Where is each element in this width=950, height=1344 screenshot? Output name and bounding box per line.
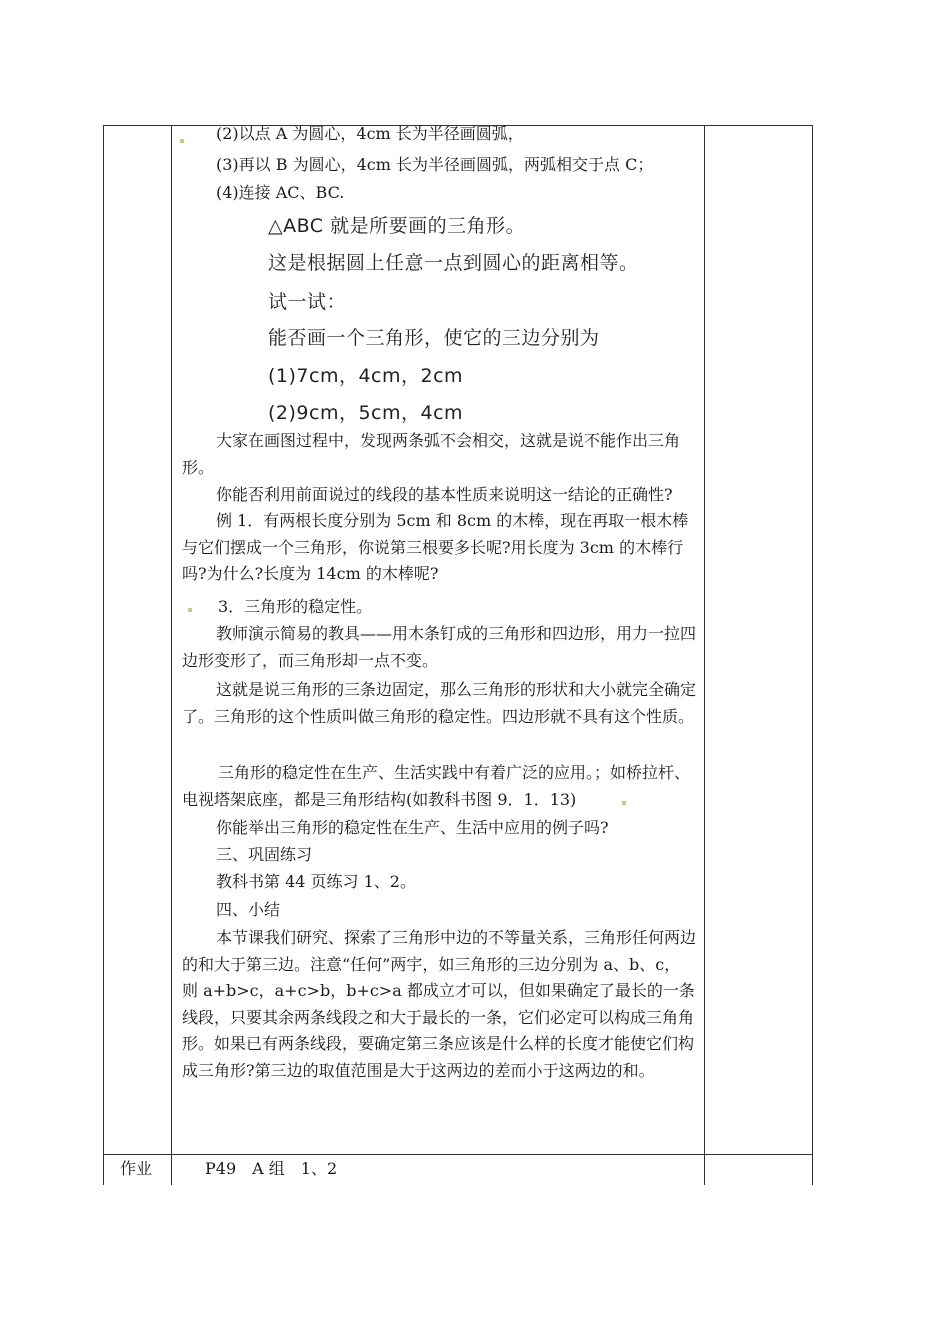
section-practice: 三、巩固练习	[216, 845, 313, 864]
table-right-border	[812, 125, 813, 1185]
figure-line-1: △ABC 就是所要画的三角形。	[268, 215, 526, 237]
decorative-mark	[180, 139, 184, 143]
paragraph-1: 大家在画图过程中，发现两条弧不会相交，这就是说不能作出三角形。	[182, 431, 681, 477]
step-3: (3)再以 B 为圆心，4cm 长为半径画圆弧，两弧相交于点 C；	[216, 155, 654, 174]
figure-line-2: 这是根据圆上任意一点到圆心的距离相等。	[268, 252, 639, 274]
paragraph-10: 教科书第 44 页练习 1、2。	[216, 872, 416, 891]
figure-line-3: 试一试：	[268, 291, 347, 313]
table-row-divider	[103, 1154, 813, 1155]
table-col-divider-2	[704, 125, 705, 1185]
step-4: (4)连接 AC、BC.	[216, 183, 345, 202]
figure-line-4: 能否画一个三角形，使它的三边分别为	[268, 327, 600, 349]
paragraph-6: 这就是说三角形的三条边固定，那么三角形的形状和大小就完全确定了。三角形的这个性质叫做三角形的稳定性。四边形就不具有这个性质。	[182, 680, 697, 726]
paragraph-2: 你能否利用前面说过的线段的基本性质来说明这一结论的正确性?	[216, 485, 673, 504]
paragraph-5: 教师演示简易的教具——用木条钉成的三角形和四边形，用力一拉四边形变形了，而三角形却一点不变。	[182, 624, 697, 670]
figure-line-5: (1)7cm，4cm，2cm	[268, 365, 464, 387]
paragraph-7: 三角形的稳定性在生产、生活实践中有着广泛的应用。；如桥拉杆、电视塔架底座，都是三角形结构(如教科书图 9．1．13)	[182, 763, 691, 809]
paragraph-8: 你能举出三角形的稳定性在生产、生活中应用的例子吗?	[216, 818, 609, 837]
homework-content: P49 A 组 1、2	[205, 1159, 338, 1178]
step-2: (2)以点 A 为圆心，4cm 长为半径画圆弧，	[216, 124, 524, 143]
paragraph-12: 本节课我们研究、探索了三角形中边的不等量关系，三角形任何两边的和大于第三边。注意“任何”两宇，如三角形的三边分别为 a、b、c，则 a+b>c，a+c>b，b+c>a 都成立才可以，但如果确定了最长的一条线段，只要其余两条线段之和大于最长的一条，它们必定可以构成三角角形。如果已有两条线段，要确定第三条应该是什么样的长度才能使它们构成三角形?第三边的取值范围是大于这两边的差而小于这两边的和。	[182, 928, 697, 1080]
homework-label: 作业	[120, 1159, 153, 1178]
section-summary: 四、小结	[216, 900, 281, 919]
section-stability: 3．三角形的稳定性。	[218, 597, 373, 616]
table-left-border	[103, 125, 104, 1185]
figure-line-6: (2)9cm，5cm，4cm	[268, 402, 464, 424]
paragraph-3: 例 1．有两根长度分别为 5cm 和 8cm 的木棒，现在再取一根木棒与它们摆成一个三角形，你说第三根要多长呢?用长度为 3cm 的木棒行吗?为什么?长度为 14cm 的木棒呢?	[182, 511, 689, 583]
table-col-divider-1	[171, 125, 172, 1185]
